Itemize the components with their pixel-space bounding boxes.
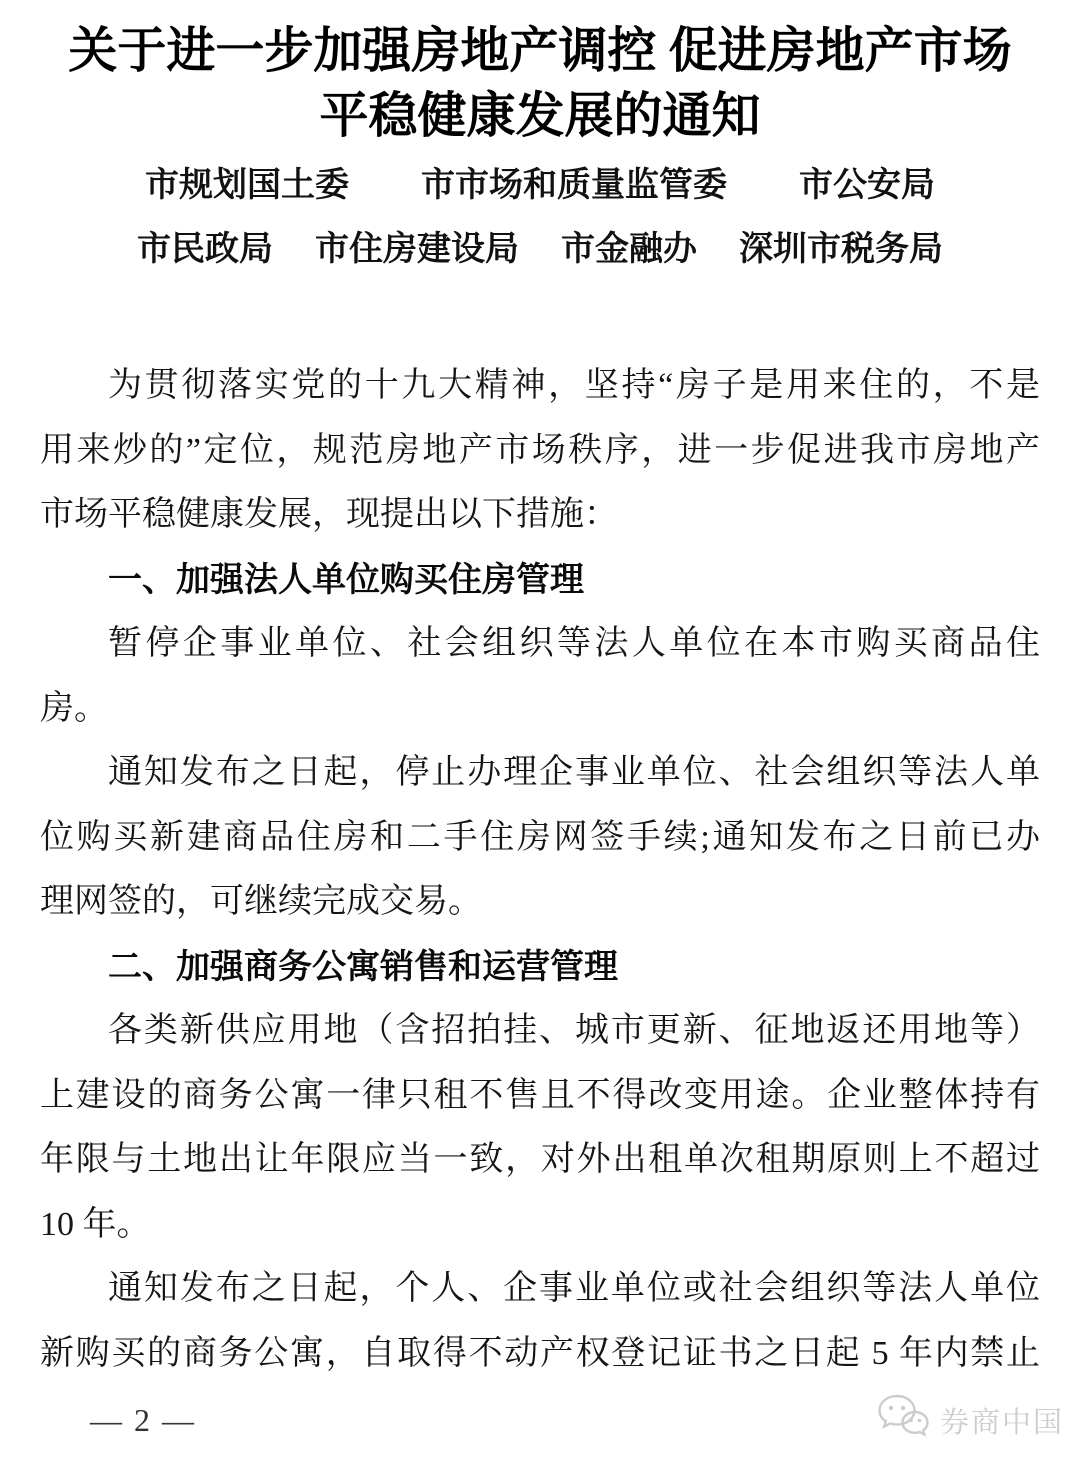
document-title-line-2: 平稳健康发展的通知	[319, 88, 761, 143]
issuing-agencies-row-2	[0, 226, 1080, 274]
body-line: 用来炒的”定位，规范房地产市场秩序，进一步促进我市房地产	[40, 431, 1040, 469]
paragraph	[40, 741, 1040, 935]
agency-name: 市金融办	[561, 231, 697, 268]
body-line: 房。	[40, 689, 108, 727]
section-heading-2	[40, 935, 1040, 1000]
issuing-agencies-row-1	[0, 162, 1080, 210]
body-line: 暂停企事业单位、社会组织等法人单位在本市购买商品住	[108, 625, 1040, 662]
body-line: 通知发布之日起，停止办理企事业单位、社会组织等法人单	[108, 754, 1040, 791]
body-line: 上建设的商务公寓一律只租不售且不得改变用途。企业整体持有	[40, 1076, 1040, 1114]
document-body	[40, 354, 1040, 1386]
body-line: 新购买的商务公寓，自取得不动产权登记证书之日起 5 年内禁止	[40, 1334, 1040, 1372]
watermark-label: 券商中国	[940, 1407, 1065, 1439]
body-line: 各类新供应用地（含招拍挂、城市更新、征地返还用地等）	[108, 1012, 1040, 1049]
body-line: 10 年。	[40, 1205, 151, 1243]
agency-name: 市民政局	[137, 231, 273, 268]
section-heading-1	[40, 548, 1040, 613]
document-title	[0, 18, 1080, 148]
wechat-bubbles-icon	[876, 1392, 930, 1449]
page-number: — 2 —	[90, 1402, 196, 1438]
body-line: 年限与土地出让年限应当一致，对外出租单次租期原则上不超过	[40, 1141, 1040, 1178]
heading-line: 二、加强商务公寓销售和运营管理	[108, 947, 618, 986]
intro-paragraph	[40, 354, 1040, 548]
agency-name: 市住房建设局	[315, 231, 519, 268]
agency-name: 深圳市税务局	[739, 231, 943, 268]
body-line: 位购买新建商品住房和二手住房网签手续;通知发布之日前已办	[40, 818, 1040, 856]
agency-name: 市规划国土委	[145, 167, 349, 204]
paragraph	[40, 612, 1040, 741]
body-line: 通知发布之日起，个人、企事业单位或社会组织等法人单位	[108, 1270, 1040, 1307]
body-line: 为贯彻落实党的十九大精神，坚持“房子是用来住的，不是	[108, 367, 1040, 404]
paragraph	[40, 1257, 1040, 1386]
paragraph	[40, 999, 1040, 1257]
document-title-line-1: 关于进一步加强房地产调控 促进房地产市场	[68, 23, 1012, 78]
heading-line: 一、加强法人单位购买住房管理	[108, 560, 584, 599]
body-line: 理网签的，可继续完成交易。	[40, 883, 482, 920]
agency-name: 市公安局	[799, 167, 935, 204]
body-line: 市场平稳健康发展，现提出以下措施：	[40, 496, 618, 533]
watermark	[876, 1392, 1064, 1449]
agency-name: 市市场和质量监管委	[421, 167, 727, 204]
